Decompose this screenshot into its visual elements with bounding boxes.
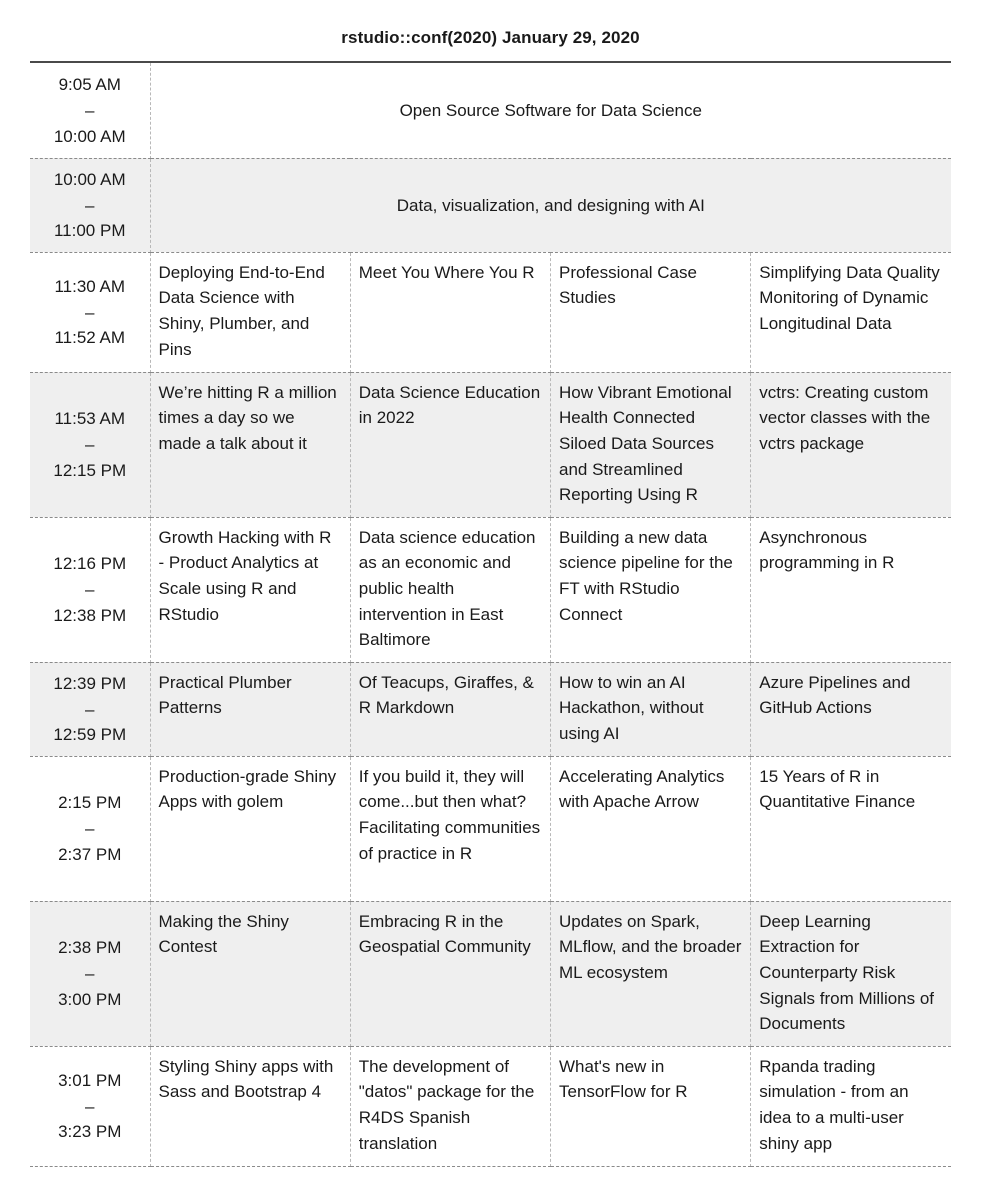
- talk-cell: vctrs: Creating custom vector classes with the vctrs package: [751, 372, 951, 517]
- time-cell: [30, 63, 150, 158]
- talk-cell: 15 Years of R in Quantitative Finance: [751, 756, 951, 901]
- talk-cell: Rpanda trading simulation - from an idea to a multi-user shiny app: [751, 1046, 951, 1166]
- schedule-row: [30, 901, 951, 1046]
- talk-cell: Asynchronous programming in R: [751, 517, 951, 662]
- talk-cell: Making the Shiny Contest: [150, 901, 350, 1046]
- time-cell: [30, 662, 150, 756]
- start-time: 10:00 AM: [53, 169, 126, 189]
- schedule-row: [30, 1046, 951, 1166]
- schedule-row: [30, 662, 951, 756]
- keynote-cell: Open Source Software for Data Science: [150, 63, 951, 158]
- talk-cell: The development of "datos" package for the R4DS Spanish translation: [350, 1046, 550, 1166]
- talk-cell: Data Science Education in 2022: [350, 372, 550, 517]
- time-separator: –: [85, 819, 95, 839]
- talk-cell: Styling Shiny apps with Sass and Bootstrap 4: [150, 1046, 350, 1166]
- schedule-title: rstudio::conf(2020) January 29, 2020: [341, 28, 640, 47]
- time-cell: [30, 517, 150, 662]
- end-time: 11:00 PM: [53, 221, 126, 241]
- talk-cell: Data science education as an economic and public health intervention in East Baltimore: [350, 517, 550, 662]
- talk-cell: Growth Hacking with R - Product Analytics at Scale using R and RStudio: [150, 517, 350, 662]
- schedule-row: [30, 756, 951, 901]
- end-time: 11:52 AM: [54, 328, 126, 348]
- start-time: 11:53 AM: [54, 409, 126, 429]
- end-time: 12:59 PM: [53, 725, 127, 745]
- start-time: 3:01 PM: [58, 1070, 122, 1090]
- schedule-row: [30, 158, 951, 252]
- schedule-row: [30, 252, 951, 372]
- talk-cell: Embracing R in the Geospatial Community: [350, 901, 550, 1046]
- talk-cell: Accelerating Analytics with Apache Arrow: [551, 756, 751, 901]
- keynote-cell: Data, visualization, and designing with AI: [150, 158, 951, 252]
- time-separator: –: [85, 195, 95, 215]
- time-separator: –: [85, 100, 95, 120]
- schedule-table: [30, 63, 951, 1167]
- end-time: 10:00 AM: [53, 126, 126, 146]
- start-time: 2:38 PM: [58, 938, 122, 958]
- end-time: 3:23 PM: [58, 1122, 122, 1142]
- schedule-row: [30, 63, 951, 158]
- time-cell: [30, 158, 150, 252]
- talk-cell: Production-grade Shiny Apps with golem: [150, 756, 350, 901]
- time-separator: –: [85, 302, 95, 322]
- time-cell: [30, 372, 150, 517]
- talk-cell: Meet You Where You R: [350, 252, 550, 372]
- time-separator: –: [85, 580, 95, 600]
- time-cell: [30, 756, 150, 901]
- end-time: 2:37 PM: [58, 844, 122, 864]
- talk-cell: Of Teacups, Giraffes, & R Markdown: [350, 662, 550, 756]
- talk-cell: What's new in TensorFlow for R: [551, 1046, 751, 1166]
- talk-cell: How Vibrant Emotional Health Connected Siloed Data Sources and Streamlined Reporting Using R: [551, 372, 751, 517]
- time-separator: –: [85, 435, 95, 455]
- time-separator: –: [85, 964, 95, 984]
- schedule-table-wrapper: [30, 61, 951, 1167]
- time-cell: [30, 1046, 150, 1166]
- talk-cell: Azure Pipelines and GitHub Actions: [751, 662, 951, 756]
- talk-cell: Professional Case Studies: [551, 252, 751, 372]
- talk-cell: Deep Learning Extraction for Counterparty Risk Signals from Millions of Documents: [751, 901, 951, 1046]
- talk-cell: Updates on Spark, MLflow, and the broader ML ecosystem: [551, 901, 751, 1046]
- talk-cell: Practical Plumber Patterns: [150, 662, 350, 756]
- end-time: 12:15 PM: [53, 460, 127, 480]
- talk-cell: We’re hitting R a million times a day so we made a talk about it: [150, 372, 350, 517]
- talk-cell: Simplifying Data Quality Monitoring of Dynamic Longitudinal Data: [751, 252, 951, 372]
- schedule-row: [30, 372, 951, 517]
- start-time: 12:39 PM: [53, 673, 127, 693]
- start-time: 9:05 AM: [58, 75, 121, 95]
- end-time: 3:00 PM: [58, 989, 122, 1009]
- talk-cell: Building a new data science pipeline for the FT with RStudio Connect: [551, 517, 751, 662]
- talk-cell: Deploying End-to-End Data Science with Shiny, Plumber, and Pins: [150, 252, 350, 372]
- talk-cell: If you build it, they will come...but then what? Facilitating communities of practice in R: [350, 756, 550, 901]
- time-separator: –: [85, 1096, 95, 1116]
- time-cell: [30, 901, 150, 1046]
- time-separator: –: [85, 699, 95, 719]
- start-time: 12:16 PM: [53, 554, 127, 574]
- start-time: 11:30 AM: [54, 276, 126, 296]
- schedule-row: [30, 517, 951, 662]
- talk-cell: How to win an AI Hackathon, without using AI: [551, 662, 751, 756]
- time-cell: [30, 252, 150, 372]
- start-time: 2:15 PM: [58, 793, 122, 813]
- end-time: 12:38 PM: [53, 605, 127, 625]
